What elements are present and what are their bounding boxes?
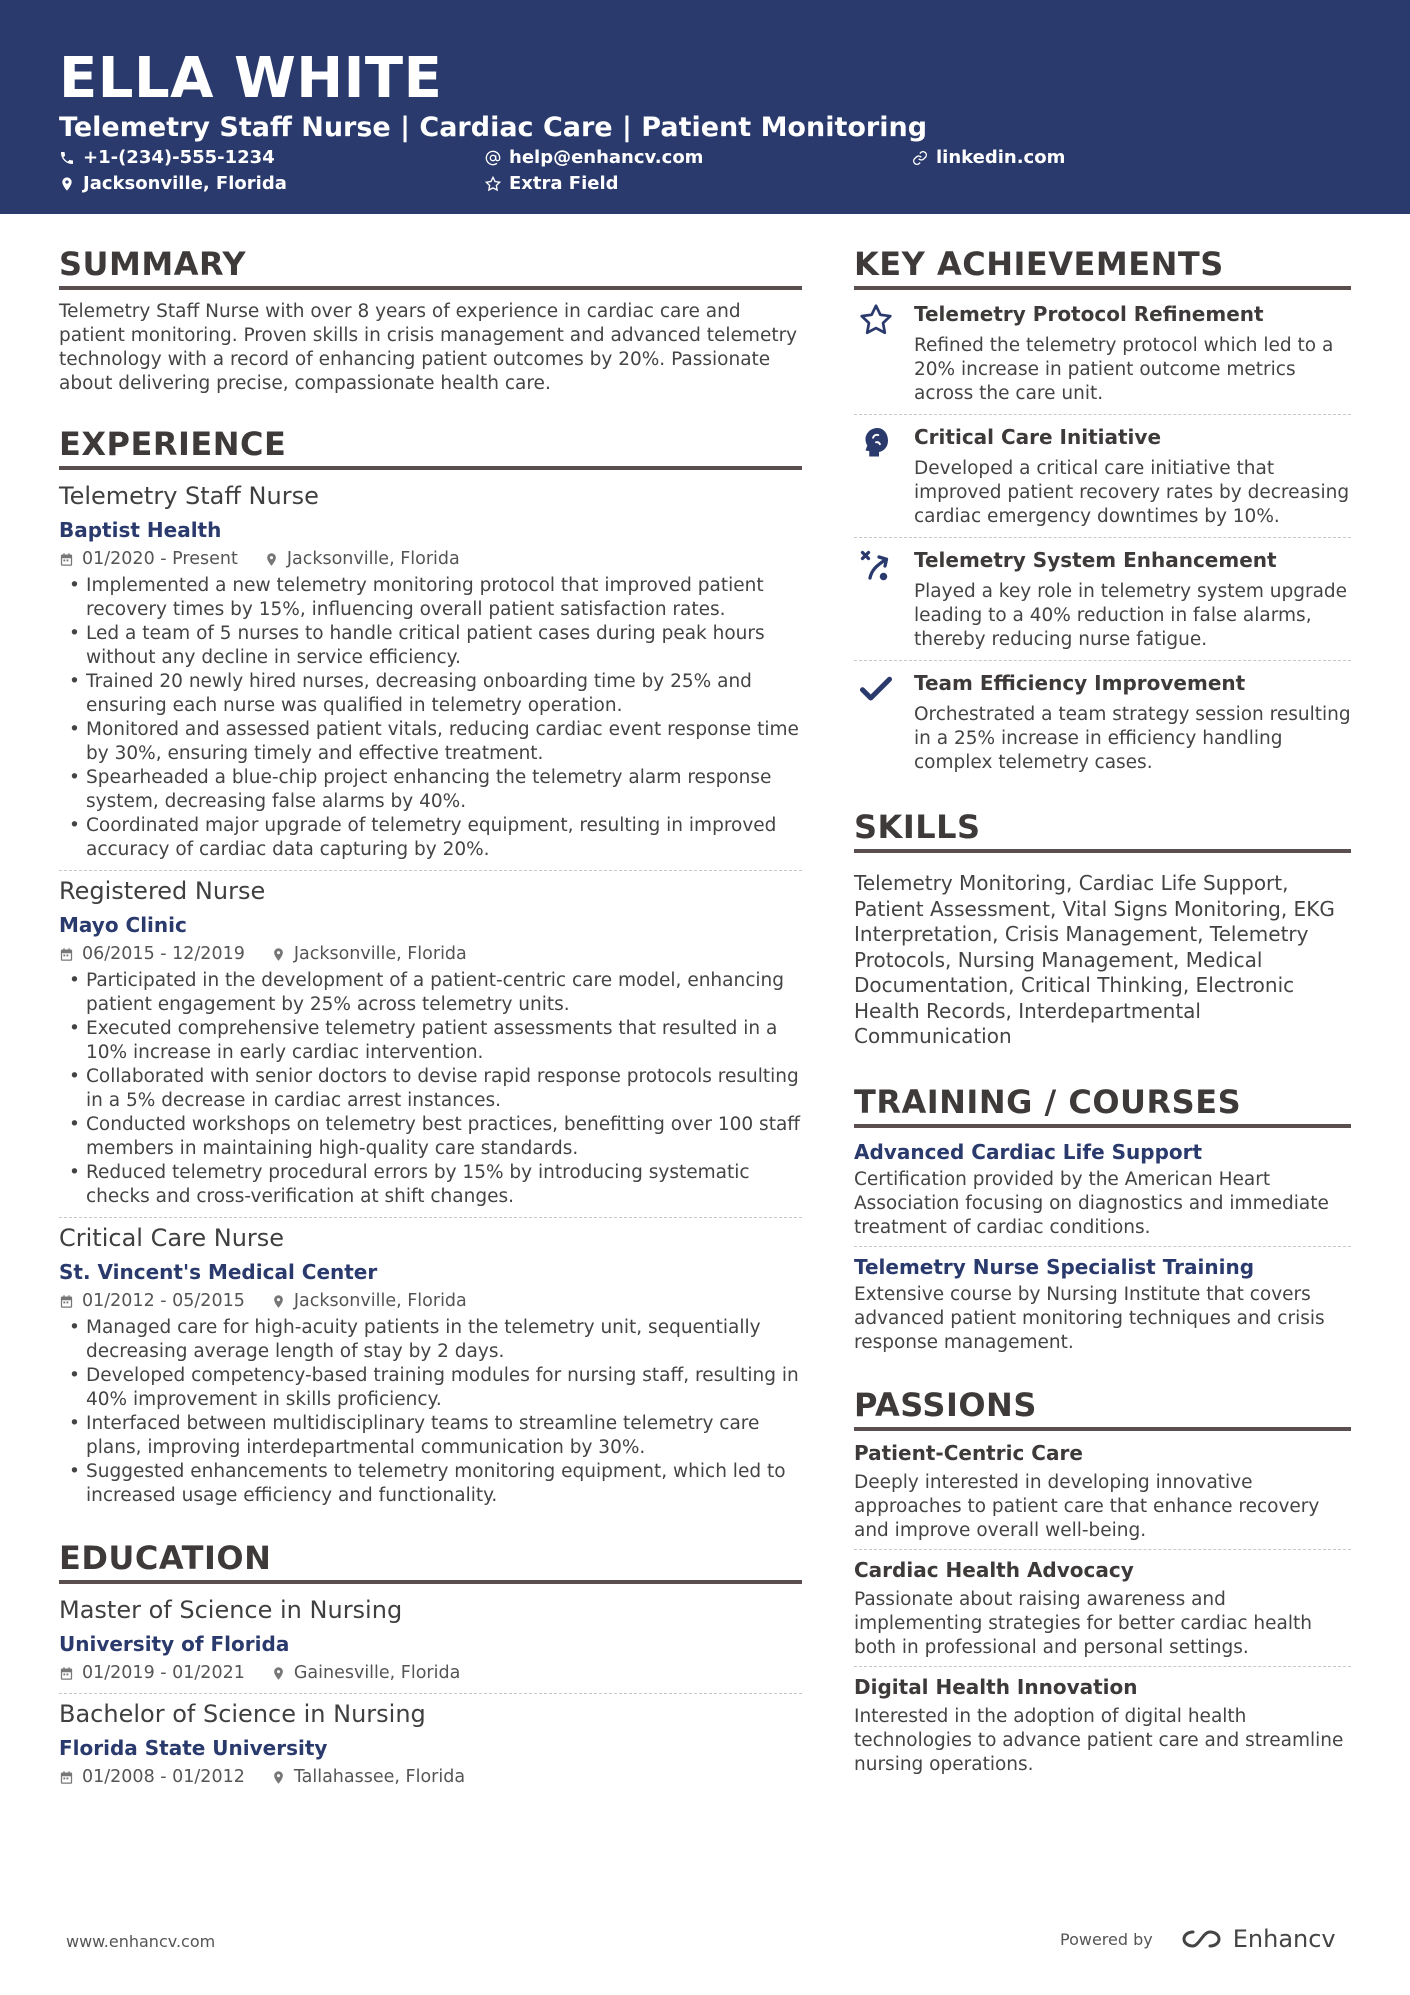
divider [59, 1217, 802, 1218]
resume-header [0, 0, 1410, 214]
job-meta [59, 547, 802, 571]
passion-item [854, 1550, 1351, 1667]
achievement-desc: Developed a critical care initiative that improved patient recovery rates by decreasing cardiac emergency downtimes by 10%. [914, 458, 1350, 527]
job-meta [59, 942, 802, 966]
degree: Bachelor of Science in Nursing [59, 1700, 426, 1728]
passion-title: Cardiac Health Advocacy [854, 1557, 1134, 1582]
achievements-list [854, 292, 1351, 783]
experience-heading: EXPERIENCE [59, 424, 802, 470]
summary-heading: SUMMARY [59, 244, 802, 290]
headline: Telemetry Staff Nurse | Cardiac Care | Patient Monitoring [59, 112, 928, 143]
job-company: Baptist Health [59, 518, 222, 542]
passion-desc: Interested in the adoption of digital health technologies to advance patient care and streamline nursing operations. [854, 1705, 1344, 1775]
contact-location [59, 172, 287, 196]
bullet-item: • Executed comprehensive telemetry patient assessments that resulted in a 10% increase in early cardiac intervention. [59, 1017, 802, 1065]
calendar-icon [59, 1294, 74, 1309]
degree: Master of Science in Nursing [59, 1596, 403, 1624]
location-pin-icon [271, 1294, 286, 1309]
courses-list [854, 1132, 1351, 1361]
location-pin-icon [59, 176, 75, 192]
job-role: Telemetry Staff Nurse [59, 482, 319, 510]
bullet-item: • Participated in the development of a patient-centric care model, enhancing patient engagement by 25% across telemetry units. [59, 969, 802, 1017]
bullet-item: • Reduced telemetry procedural errors by 15% by introducing systematic checks and cross-verification at shift changes. [59, 1161, 802, 1209]
course-item [854, 1132, 1351, 1247]
location-pin-icon [264, 552, 279, 567]
achievement-item [854, 292, 1351, 415]
job-dates: 06/2015 - 12/2019 [82, 944, 245, 964]
course-desc: Extensive course by Nursing Institute that covers advanced patient monitoring techniques and crisis response management. [854, 1283, 1325, 1353]
passions-list [854, 1433, 1351, 1783]
bullet-item: • Spearheaded a blue-chip project enhancing the telemetry alarm response system, decreasing false alarms by 40%. [59, 766, 802, 814]
achievement-desc: Orchestrated a team strategy session resulting in a 25% increase in efficiency handling complex telemetry cases. [914, 704, 1351, 773]
job-bullets [59, 969, 802, 1209]
job-meta [59, 1289, 802, 1313]
link-icon [912, 150, 928, 166]
contact-linkedin[interactable] [912, 146, 1065, 170]
calendar-icon [59, 947, 74, 962]
bullet-item: • Interfaced between multidisciplinary teams to streamline telemetry care plans, improving interdepartmental communication by 30%. [59, 1412, 802, 1460]
courses-heading: TRAINING / COURSES [854, 1082, 1351, 1128]
divider [59, 1693, 802, 1694]
strategy-icon [858, 548, 894, 584]
passion-desc: Deeply interested in developing innovative approaches to patient care that enhance recovery and improve overall well-being. [854, 1471, 1320, 1541]
head-brain-icon [858, 425, 894, 461]
location-pin-icon [271, 947, 286, 962]
email-text[interactable]: help@enhancv.com [509, 147, 704, 168]
job-location: Jacksonville, Florida [293, 944, 467, 964]
education-entry [59, 1594, 802, 1685]
job-company: St. Vincent's Medical Center [59, 1260, 378, 1284]
job-location: Jacksonville, Florida [286, 549, 460, 569]
checkmark-icon [858, 671, 894, 707]
bullet-item: • Implemented a new telemetry monitoring protocol that improved patient recovery times by 15%, influencing overall patient satisfaction rates. [59, 574, 802, 622]
education-location: Gainesville, Florida [293, 1663, 461, 1683]
bullet-item: • Developed competency-based training modules for nursing staff, resulting in 40% improvement in skills proficiency. [59, 1364, 802, 1412]
bullet-item: • Led a team of 5 nurses to handle critical patient cases during peak hours without any decline in service efficiency. [59, 622, 802, 670]
job-role: Registered Nurse [59, 877, 266, 905]
achievement-title: Critical Care Initiative [914, 425, 1162, 449]
passion-desc: Passionate about raising awareness and implementing strategies for better cardiac health both in professional and personal settings. [854, 1588, 1312, 1658]
contact-email[interactable] [485, 146, 703, 170]
education-meta [59, 1765, 802, 1789]
location-pin-icon [271, 1770, 286, 1785]
job-location: Jacksonville, Florida [293, 1291, 467, 1311]
skills-text: Telemetry Monitoring, Cardiac Life Support, Patient Assessment, Vital Signs Monitoring, EKG Interpretation, Crisis Management, Telemetry Protocols, Nursing Management, Medical Documentation, Critical Thinking, Electronic Health Records, Interdepartmental Communication [854, 871, 1335, 1048]
experience-entry [59, 1222, 802, 1508]
right-column [854, 244, 1351, 1783]
bullet-item: • Trained 20 newly hired nurses, decreasing onboarding time by 25% and ensuring each nurse was qualified in telemetry operation. [59, 670, 802, 718]
skills-heading: SKILLS [854, 807, 1351, 853]
education-location: Tallahassee, Florida [293, 1767, 466, 1787]
brand-logo[interactable] [1179, 1925, 1336, 1953]
passion-item [854, 1667, 1351, 1783]
star-icon [858, 302, 894, 338]
achievement-item [854, 538, 1351, 661]
contact-extra [485, 172, 619, 196]
phone-text: +1-(234)-555-1234 [83, 147, 275, 168]
bullet-item: • Monitored and assessed patient vitals, reducing cardiac event response time by 30%, ensuring timely and effective treatment. [59, 718, 802, 766]
contact-phone [59, 146, 275, 170]
education-dates: 01/2019 - 01/2021 [82, 1663, 245, 1683]
location-text: Jacksonville, Florida [83, 173, 287, 194]
calendar-icon [59, 1770, 74, 1785]
education-entry [59, 1698, 802, 1789]
powered-by-label: Powered by [1060, 1929, 1153, 1949]
passions-heading: PASSIONS [854, 1385, 1351, 1431]
achievement-title: Team Efficiency Improvement [914, 671, 1246, 695]
experience-entry [59, 875, 802, 1209]
footer-website[interactable]: www.enhancv.com [66, 1932, 216, 1951]
passion-title: Digital Health Innovation [854, 1674, 1138, 1699]
experience-entry [59, 480, 802, 862]
job-bullets [59, 1316, 802, 1508]
education-dates: 01/2008 - 01/2012 [82, 1767, 245, 1787]
linkedin-text[interactable]: linkedin.com [936, 147, 1066, 168]
job-dates: 01/2020 - Present [82, 549, 238, 569]
achievement-title: Telemetry System Enhancement [914, 548, 1277, 572]
achievement-item [854, 415, 1351, 538]
at-icon [485, 150, 501, 166]
footer-branding [1060, 1925, 1336, 1953]
bullet-item: • Suggested enhancements to telemetry monitoring equipment, which led to increased usage efficiency and functionality. [59, 1460, 802, 1508]
course-desc: Certification provided by the American Heart Association focusing on diagnostics and immediate treatment of cardiac conditions. [854, 1168, 1329, 1238]
location-pin-icon [271, 1666, 286, 1681]
achievement-desc: Refined the telemetry protocol which led to a 20% increase in patient outcome metrics across the care unit. [914, 335, 1334, 404]
course-title: Telemetry Nurse Specialist Training [854, 1254, 1255, 1279]
summary-text: Telemetry Staff Nurse with over 8 years of experience in cardiac care and patient monitoring. Proven skills in crisis management and advanced telemetry technology with a record of enhancing patient outcomes by 20%. Passionate about delivering precise, compassionate health care. [59, 301, 798, 394]
divider [59, 870, 802, 871]
bullet-item: • Collaborated with senior doctors to devise rapid response protocols resulting in a 5% decrease in cardiac arrest instances. [59, 1065, 802, 1113]
job-bullets [59, 574, 802, 862]
candidate-name: ELLA WHITE [59, 46, 443, 111]
star-outline-icon [485, 176, 501, 192]
left-column [59, 244, 802, 1789]
school: University of Florida [59, 1632, 290, 1656]
achievement-item [854, 661, 1351, 783]
calendar-icon [59, 552, 74, 567]
school: Florida State University [59, 1736, 328, 1760]
enhancv-logo-icon [1179, 1926, 1225, 1952]
job-dates: 01/2012 - 05/2015 [82, 1291, 245, 1311]
passion-title: Patient-Centric Care [854, 1440, 1083, 1465]
phone-icon [59, 150, 75, 166]
brand-name: Enhancv [1232, 1925, 1336, 1953]
extra-text: Extra Field [509, 173, 619, 194]
achievements-heading: KEY ACHIEVEMENTS [854, 244, 1351, 290]
education-heading: EDUCATION [59, 1538, 802, 1584]
calendar-icon [59, 1666, 74, 1681]
passion-item [854, 1433, 1351, 1550]
course-title: Advanced Cardiac Life Support [854, 1139, 1203, 1164]
achievement-title: Telemetry Protocol Refinement [914, 302, 1264, 326]
bullet-item: • Coordinated major upgrade of telemetry equipment, resulting in improved accuracy of cardiac data capturing by 20%. [59, 814, 802, 862]
course-item [854, 1247, 1351, 1361]
education-meta [59, 1661, 802, 1685]
achievement-desc: Played a key role in telemetry system upgrade leading to a 40% reduction in false alarms, thereby reducing nurse fatigue. [914, 581, 1348, 650]
job-role: Critical Care Nurse [59, 1224, 285, 1252]
bullet-item: • Conducted workshops on telemetry best practices, benefitting over 100 staff members in maintaining high-quality care standards. [59, 1113, 802, 1161]
bullet-item: • Managed care for high-acuity patients in the telemetry unit, sequentially decreasing average length of stay by 2 days. [59, 1316, 802, 1364]
job-company: Mayo Clinic [59, 913, 187, 937]
